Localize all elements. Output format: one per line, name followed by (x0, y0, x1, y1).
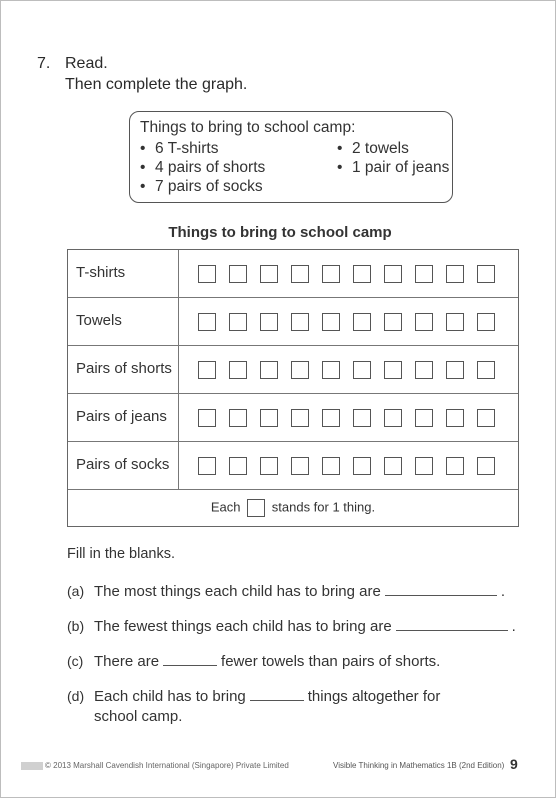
graph-key (68, 490, 518, 526)
graph-row-socks (68, 442, 518, 490)
graph-row-label: T-shirts (76, 264, 126, 281)
graph-row-label: Pairs of shorts (76, 360, 172, 377)
row-divider (178, 394, 179, 442)
graph-square[interactable] (353, 313, 371, 331)
graph-square[interactable] (291, 265, 309, 283)
info-item: • 4 pairs of shorts (140, 159, 266, 176)
graph-square[interactable] (384, 361, 402, 379)
graph-square[interactable] (415, 409, 433, 427)
graph-square[interactable] (322, 457, 340, 475)
graph-row-towels (68, 298, 518, 346)
info-item: • 2 towels (337, 140, 409, 157)
answer-blank-a[interactable] (385, 594, 497, 596)
graph-square[interactable] (477, 457, 495, 475)
graph-square[interactable] (291, 313, 309, 331)
key-square-icon (247, 499, 265, 517)
question-instruction-read: Read. (65, 55, 108, 72)
info-box (129, 111, 453, 203)
graph-square[interactable] (198, 265, 216, 283)
graph-row-label: Pairs of jeans (76, 408, 167, 425)
info-item: • 6 T-shirts (140, 140, 219, 157)
graph-square[interactable] (353, 457, 371, 475)
graph-square[interactable] (415, 457, 433, 475)
graph-square[interactable] (353, 265, 371, 283)
graph-square[interactable] (198, 361, 216, 379)
graph-square[interactable] (384, 457, 402, 475)
question-d-continued: school camp. (94, 708, 183, 725)
graph-square[interactable] (384, 265, 402, 283)
row-divider (178, 250, 179, 298)
graph-square[interactable] (477, 313, 495, 331)
graph-square[interactable] (291, 361, 309, 379)
book-title-footer: Visible Thinking in Mathematics 1B (2nd Edition) (333, 761, 505, 770)
graph-title: Things to bring to school camp (168, 224, 392, 241)
graph-square[interactable] (446, 313, 464, 331)
copyright-footer: © 2013 Marshall Cavendish International (Singapore) Private Limited (21, 761, 289, 770)
graph-square[interactable] (322, 313, 340, 331)
graph-row-shorts (68, 346, 518, 394)
page-number: 9 (510, 756, 518, 772)
graph-square[interactable] (198, 457, 216, 475)
graph-square[interactable] (446, 409, 464, 427)
row-divider (178, 346, 179, 394)
graph-square[interactable] (229, 313, 247, 331)
graph-square[interactable] (260, 313, 278, 331)
graph-square[interactable] (477, 265, 495, 283)
info-item: • 1 pair of jeans (337, 159, 450, 176)
graph-square[interactable] (353, 409, 371, 427)
graph-square[interactable] (291, 409, 309, 427)
graph-square[interactable] (229, 409, 247, 427)
graph-square[interactable] (260, 457, 278, 475)
graph-row-tshirts (68, 250, 518, 298)
question-d: (d) Each child has to bring things altogether for (67, 688, 441, 705)
key-text-after: stands for 1 thing. (271, 499, 376, 515)
graph-square[interactable] (198, 313, 216, 331)
row-divider (178, 442, 179, 490)
question-a: (a) The most things each child has to bring are . (67, 583, 505, 600)
fill-heading: Fill in the blanks. (67, 546, 175, 562)
key-text-before: Each (210, 499, 241, 515)
graph-square[interactable] (415, 313, 433, 331)
question-instruction-complete: Then complete the graph. (65, 76, 248, 93)
smudge-mark (21, 762, 43, 770)
graph-row-jeans (68, 394, 518, 442)
graph-square[interactable] (229, 361, 247, 379)
answer-blank-b[interactable] (396, 629, 508, 631)
graph-square[interactable] (260, 409, 278, 427)
graph-square[interactable] (384, 409, 402, 427)
graph-square[interactable] (446, 457, 464, 475)
answer-blank-c[interactable] (163, 664, 217, 666)
graph-row-label: Pairs of socks (76, 456, 170, 473)
row-divider (178, 298, 179, 346)
graph-square[interactable] (322, 409, 340, 427)
info-box-title: Things to bring to school camp: (140, 119, 356, 136)
graph-square[interactable] (198, 409, 216, 427)
graph-square[interactable] (415, 361, 433, 379)
graph-square[interactable] (353, 361, 371, 379)
graph-square[interactable] (322, 361, 340, 379)
graph-square[interactable] (415, 265, 433, 283)
graph-square[interactable] (446, 265, 464, 283)
graph-square[interactable] (477, 361, 495, 379)
question-number: 7. (37, 55, 51, 72)
graph-square[interactable] (260, 361, 278, 379)
info-item: • 7 pairs of socks (140, 178, 263, 195)
graph-square[interactable] (384, 313, 402, 331)
question-c: (c) There are fewer towels than pairs of shorts. (67, 653, 441, 670)
graph-square[interactable] (446, 361, 464, 379)
question-b: (b) The fewest things each child has to bring are . (67, 618, 516, 635)
graph-square[interactable] (322, 265, 340, 283)
graph-square[interactable] (260, 265, 278, 283)
graph-square[interactable] (229, 457, 247, 475)
answer-blank-d[interactable] (250, 699, 304, 701)
graph-square[interactable] (291, 457, 309, 475)
graph-square[interactable] (477, 409, 495, 427)
picture-graph (67, 249, 519, 527)
graph-row-label: Towels (76, 312, 122, 329)
graph-square[interactable] (229, 265, 247, 283)
